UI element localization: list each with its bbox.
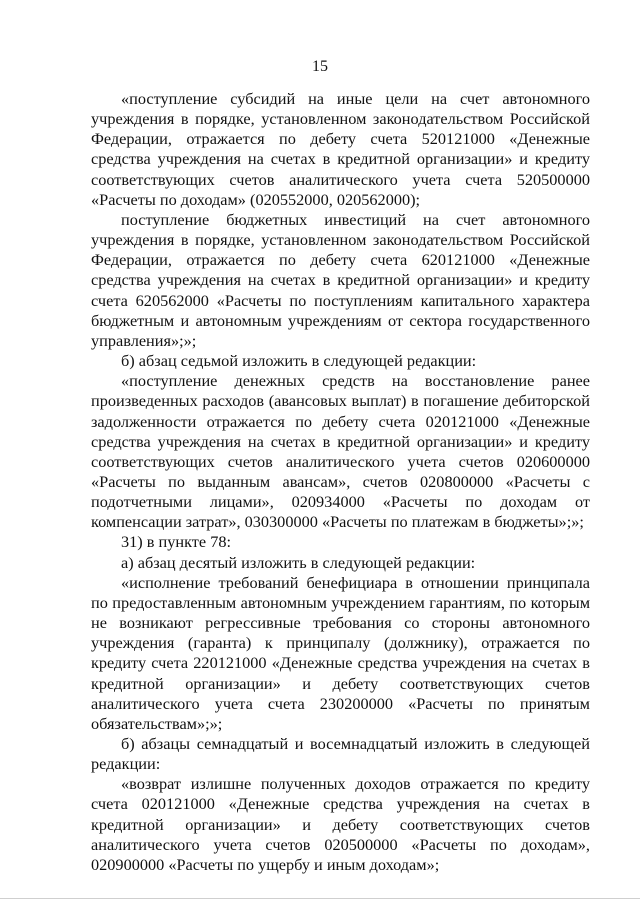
paragraph-funds-restoration: «поступление денежных средств на восстановление ранее произведенных расходов (авансовых выплат) в погашение дебиторской задолженности отражается по дебету счета 020121000 «Денежные средства учреждения на счетах в кредитной организации» и кредиту соответствующих счетов аналитического учета счетов 020600000 «Расчеты по выданным авансам», счетов 020800000 «Расчеты с подотчетными лицами», 020934000 «Расчеты по доходам от компенсации затрат», 030300000 «Расчеты по платежам в бюджеты»;»; [91,371,590,532]
document-body [91,89,590,875]
paragraph-budget-investments: поступление бюджетных инвестиций на счет автономного учреждения в порядке, установленном законодательством Российской Федерации, отражается по дебету счета 620121000 «Денежные средства учреждения на счетах в кредитной организации» и кредиту счета 620562000 «Расчеты по поступлениям капитального характера бюджетным и автономным учреждениям от сектора государственного управления»;»; [91,209,590,350]
scan-edge-line [0,898,640,899]
paragraph-amendment-b-seventh: б) абзац седьмой изложить в следующей редакции: [121,351,477,371]
paragraph-amendment-b-seventeenth: б) абзацы семнадцатый и восемнадцатый изложить в следующей редакции: [91,734,590,774]
paragraph-subsidies-receipt: «поступление субсидий на иные цели на счет автономного учреждения в порядке, установленном законодательством Российской Федерации, отражается по дебету счета 520121000 «Денежные средства учреждения на счетах в кредитной организации» и кредиту соответствующих счетов аналитического учета счета 520500000 «Расчеты по доходам» (020552000, 020562000); [91,89,590,209]
paragraph-income-refund: «возврат излишне полученных доходов отражается по кредиту счета 020121000 «Денежные средства учреждения на счетах в кредитной организации» и дебету соответствующих счетов аналитического учета счетов 020500000 «Расчеты по доходам», 020900000 «Расчеты по ущербу и иным доходам»; [91,774,590,874]
paragraph-item-31: 31) в пункте 78: [121,532,232,552]
page-number: 15 [312,58,328,75]
paragraph-amendment-a-tenth: а) абзац десятый изложить в следующей редакции: [121,552,476,572]
paragraph-guarantee-execution: «исполнение требований бенефициара в отношении принципала по предоставленным автономным учреждением гарантиям, по которым не возникают регрессивные требования со стороны автономного учреждения (гаранта) к принципалу (должнику), отражается по кредиту счета 220121000 «Денежные средства учреждения на счетах в кредитной организации» и дебету соответствующих счетов аналитического учета счета 230200000 «Расчеты по принятым обязательствам»;»; [91,572,590,733]
